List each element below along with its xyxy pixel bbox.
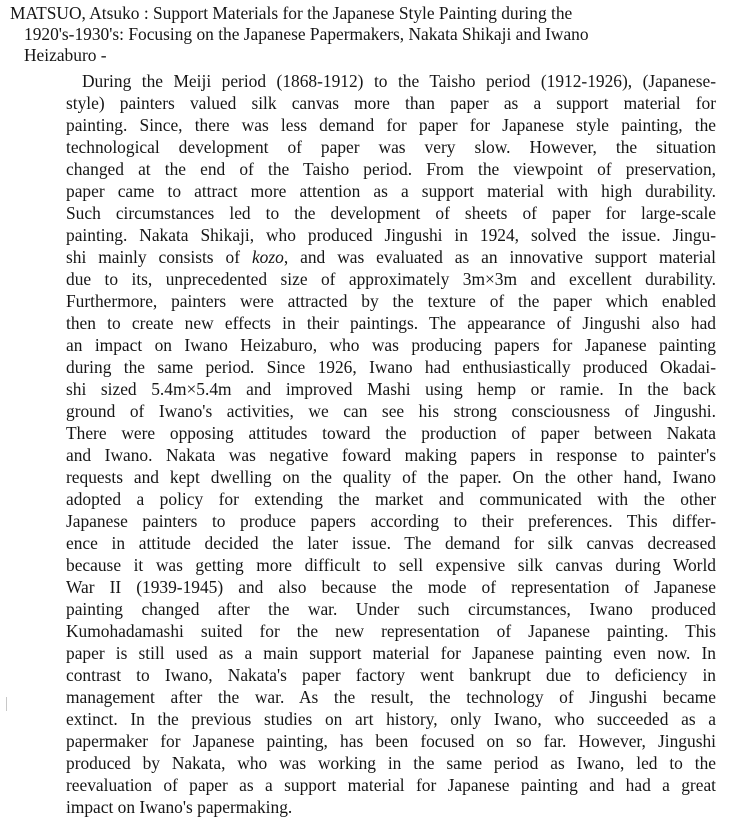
abstract-line-10: due to its, unprecedented size of approximately 3m×3m and excellent durability. <box>66 269 716 289</box>
abstract-line-1: During the Meiji period (1868-1912) to the Taisho period (1912-1926), (Japanese- <box>82 71 716 91</box>
abstract-line-28: contrast to Iwano, Nakata's paper factory went bankrupt due to deficiency in <box>66 665 716 685</box>
title-line-3: Heizaburo - <box>24 45 107 65</box>
kozo-term: kozo <box>251 247 284 267</box>
abstract-line-34: impact on Iwano's papermaking. <box>66 797 293 817</box>
abstract-line-14: during the same period. Since 1926, Iwano had enthusiastically produced Okadai- <box>66 357 716 377</box>
abstract-line-19: requests and kept dwelling on the quality of the paper. On the other hand, Iwano <box>66 467 716 487</box>
abstract-line-33: reevaluation of paper as a support material for Japanese painting and had a great <box>66 775 716 795</box>
margin-mark <box>6 697 7 711</box>
abstract-line-26: Kumohadamashi suited for the new representation of Japanese painting. This <box>66 621 716 641</box>
abstract-line-9 <box>66 246 716 269</box>
abstract-line-7: Such circumstances led to the development of sheets of paper for large-scale <box>66 203 716 223</box>
abstract-line-31: papermaker for Japanese painting, has been focused on so far. However, Jingushi <box>66 731 716 751</box>
abstract-line-22: ence in attitude decided the later issue. The demand for silk canvas decreased <box>66 533 716 553</box>
abstract-line-17: There were opposing attitudes toward the production of paper between Nakata <box>66 423 716 443</box>
abstract-line-13: an impact on Iwano Heizaburo, who was producing papers for Japanese painting <box>66 335 716 355</box>
abstract-line-32: produced by Nakata, who was working in the same period as Iwano, led to the <box>66 753 716 773</box>
abstract-line-3: painting. Since, there was less demand for paper for Japanese style painting, the <box>66 115 716 135</box>
abstract-line-30: extinct. In the previous studies on art history, only Iwano, who succeeded as a <box>66 709 716 729</box>
abstract-line-11: Furthermore, painters were attracted by the texture of the paper which enabled <box>66 291 716 311</box>
abstract-line-24: War II (1939-1945) and also because the mode of representation of Japanese <box>66 577 716 597</box>
title-line-1: MATSUO, Atsuko : Support Materials for the Japanese Style Painting during the <box>10 3 573 23</box>
abstract-line-21: Japanese painters to produce papers according to their preferences. This differ- <box>66 511 716 531</box>
abstract-line-12: then to create new effects in their paintings. The appearance of Jingushi also had <box>66 313 716 333</box>
abstract-line-16: ground of Iwano's activities, we can see his strong consciousness of Jingushi. <box>66 401 716 421</box>
abstract-line-29: management after the war. As the result, the technology of Jingushi became <box>66 687 716 707</box>
abstract-line-4: technological development of paper was very slow. However, the situation <box>66 137 716 157</box>
abstract-line-25: painting changed after the war. Under such circumstances, Iwano produced <box>66 599 716 619</box>
title-line-2: 1920's-1930's: Focusing on the Japanese Papermakers, Nakata Shikaji and Iwano <box>24 24 589 44</box>
abstract-line-2: style) painters valued silk canvas more than paper as a support material for <box>66 93 716 113</box>
abstract-line-20: adopted a policy for extending the market and communicated with the other <box>66 489 716 509</box>
abstract-line-15: shi sized 5.4m×5.4m and improved Mashi using hemp or ramie. In the back <box>66 379 716 399</box>
abstract-line-23: because it was getting more difficult to sell expensive silk canvas during World <box>66 555 716 575</box>
abstract-line-18: and Iwano. Nakata was negative foward making papers in response to painter's <box>66 445 716 465</box>
abstract-line-9-tail: , and was evaluated as an innovative support material <box>283 247 716 267</box>
abstract-line-5: changed at the end of the Taisho period. From the viewpoint of preservation, <box>66 159 716 179</box>
abstract-line-6: paper came to attract more attention as a support material with high durability. <box>66 181 716 201</box>
abstract-line-8: painting. Nakata Shikaji, who produced Jingushi in 1924, solved the issue. Jingu- <box>66 225 716 245</box>
abstract-line-27: paper is still used as a main support material for Japanese painting even now. In <box>66 643 716 663</box>
abstract-line-9-head: shi mainly consists of <box>66 247 252 267</box>
